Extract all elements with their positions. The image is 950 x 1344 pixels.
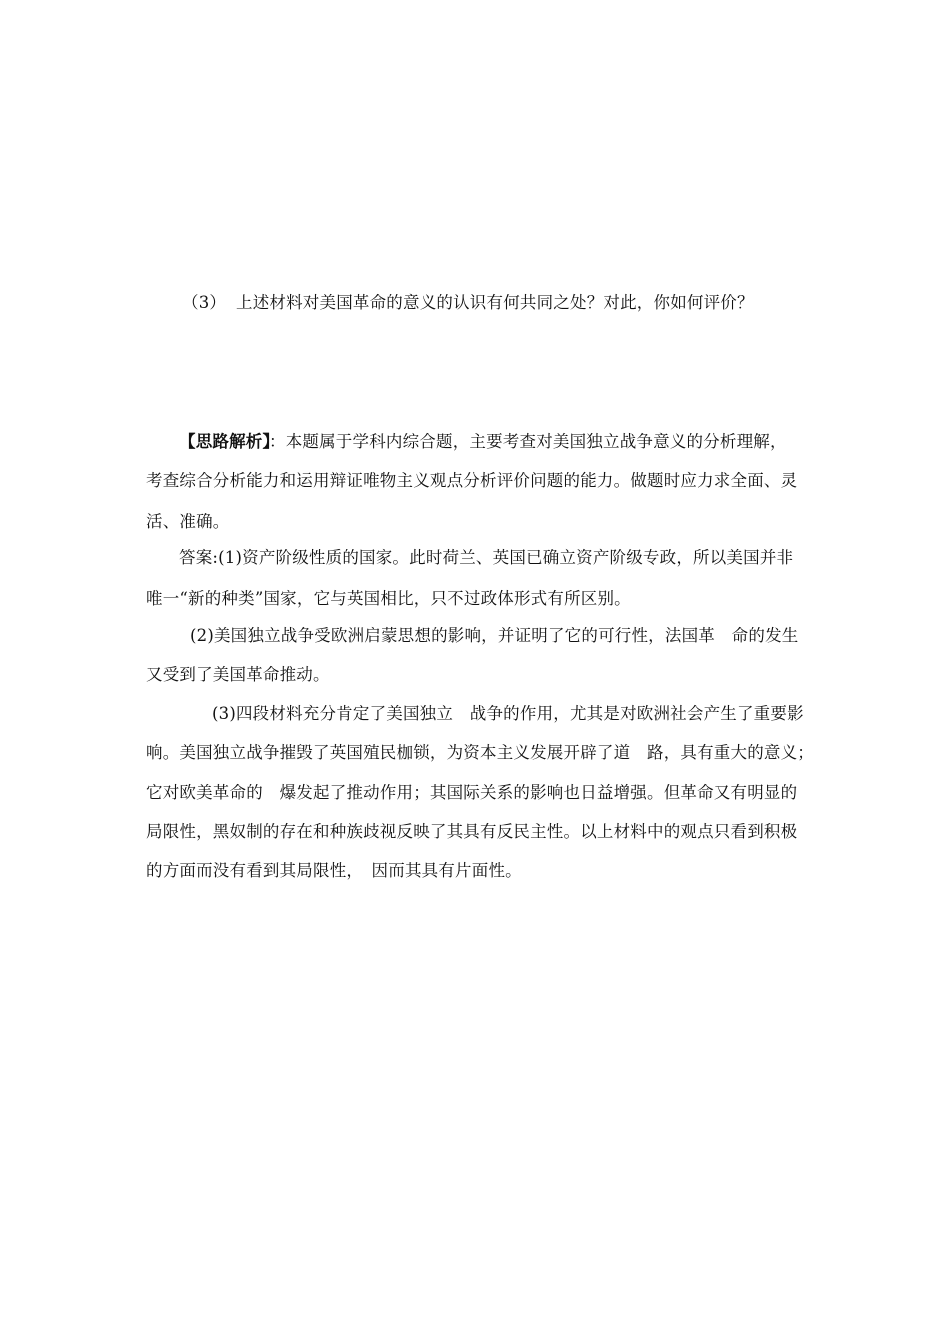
answer-part2-line-1: (2)美国独立战争受欧洲启蒙思想的影响，并证明了它的可行性，法国革 命的发生 — [190, 626, 799, 645]
answer-part1-line-2: 唯一“新的种类”国家，它与英国相比，只不过政体形式有所区别。 — [146, 589, 631, 608]
analysis-line-3: 活、准确。 — [146, 512, 230, 531]
analysis-label: 【思路解析】 — [179, 432, 280, 451]
analysis-line-2: 考查综合分析能力和运用辩证唯物主义观点分析评价问题的能力。做题时应力求全面、灵 — [146, 471, 798, 490]
question-number: （3） — [182, 293, 227, 312]
answer-part3-line-4: 局限性，黑奴制的存在和种族歧视反映了其具有反民主性。以上材料中的观点只看到积极 — [146, 822, 798, 841]
answer-part3-line-3: 它对欧美革命的 爆发起了推动作用；其国际关系的影响也日益增强。但革命又有明显的 — [146, 783, 798, 802]
answer-part1-line-1: 答案:(1)资产阶级性质的国家。此时荷兰、英国已确立资产阶级专政，所以美国并非 — [179, 548, 794, 567]
analysis-line-1: ：本题属于学科内综合题，主要考查对美国独立战争意义的分析理解， — [269, 432, 787, 451]
answer-part3-line-2: 响。美国独立战争摧毁了英国殖民枷锁，为资本主义发展开辟了道 路，具有重大的意义； — [146, 743, 814, 762]
answer-part3-line-1: (3)四段材料充分肯定了美国独立 战争的作用，尤其是对欧洲社会产生了重要影 — [212, 704, 804, 723]
question-text: 上述材料对美国革命的意义的认识有何共同之处？对此，你如何评价？ — [236, 293, 754, 312]
answer-part3-line-5: 的方面而没有看到其局限性， 因而其具有片面性。 — [146, 861, 522, 880]
answer-part2-line-2: 又受到了美国革命推动。 — [146, 665, 330, 684]
